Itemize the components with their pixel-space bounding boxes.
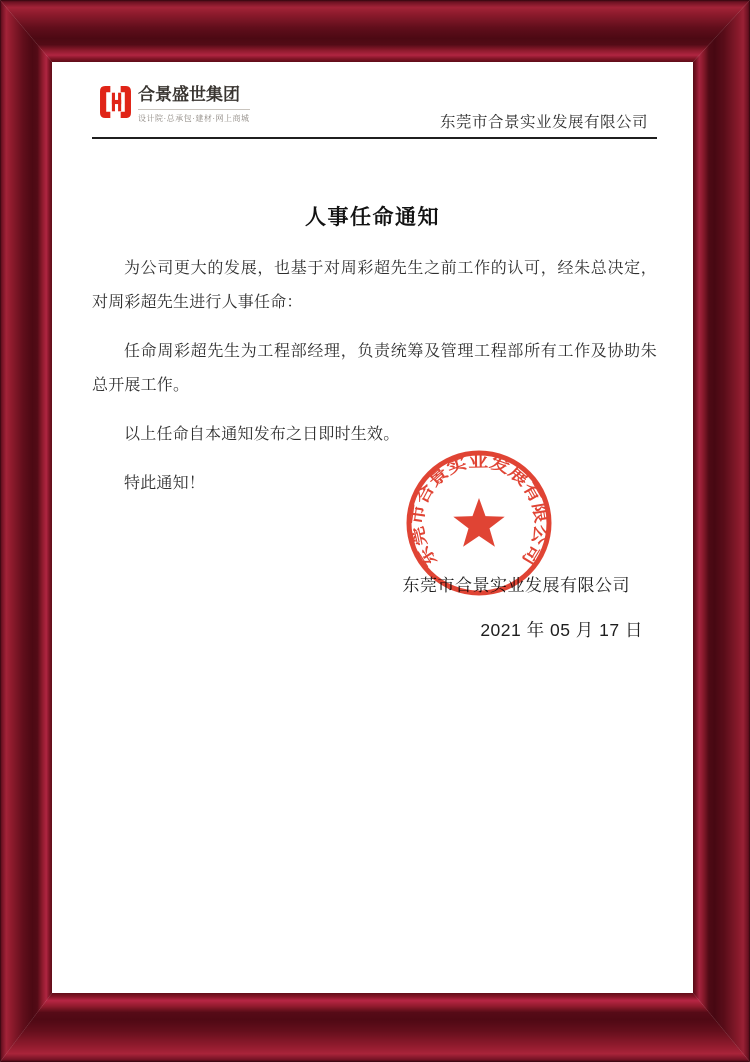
body-paragraph: 以上任命自本通知发布之日即时生效。 bbox=[124, 426, 400, 443]
letter-sheet bbox=[52, 62, 693, 993]
hj-bracket-monogram-icon bbox=[100, 86, 131, 118]
body-paragraph: 为公司更大的发展，也基于对周彩超先生之前工作的认可，经朱总决定，对周彩超先生进行人事任命： bbox=[92, 260, 657, 311]
signature-company-name: 东莞市合景实业发展有限公司 bbox=[402, 576, 630, 595]
notice-body bbox=[92, 252, 657, 516]
logo-text-block bbox=[138, 86, 250, 124]
logo-tagline: 设计院·总承包·建材·网上商城 bbox=[138, 109, 250, 124]
frame-top-edge bbox=[0, 0, 750, 62]
notice-title: 人事任命通知 bbox=[305, 206, 440, 229]
frame-bottom-edge bbox=[0, 993, 750, 1062]
letterhead-divider bbox=[92, 137, 657, 139]
letterhead-company-name: 东莞市合景实业发展有限公司 bbox=[439, 114, 648, 131]
body-paragraph: 任命周彩超先生为工程部经理，负责统筹及管理工程部所有工作及协助朱总开展工作。 bbox=[92, 343, 657, 394]
frame-left-edge bbox=[0, 0, 52, 1062]
frame-right-edge bbox=[693, 0, 750, 1062]
seal-ring-text: 东莞市合景实业发展有限公司 bbox=[407, 451, 551, 570]
signature-date: 2021 年 05 月 17 日 bbox=[480, 620, 643, 640]
logo-company-short-name: 合景盛世集团 bbox=[138, 85, 240, 104]
company-seal-stamp bbox=[404, 448, 554, 598]
company-logo bbox=[100, 86, 250, 124]
body-paragraph: 特此通知！ bbox=[124, 475, 206, 492]
red-star-icon bbox=[453, 498, 504, 547]
